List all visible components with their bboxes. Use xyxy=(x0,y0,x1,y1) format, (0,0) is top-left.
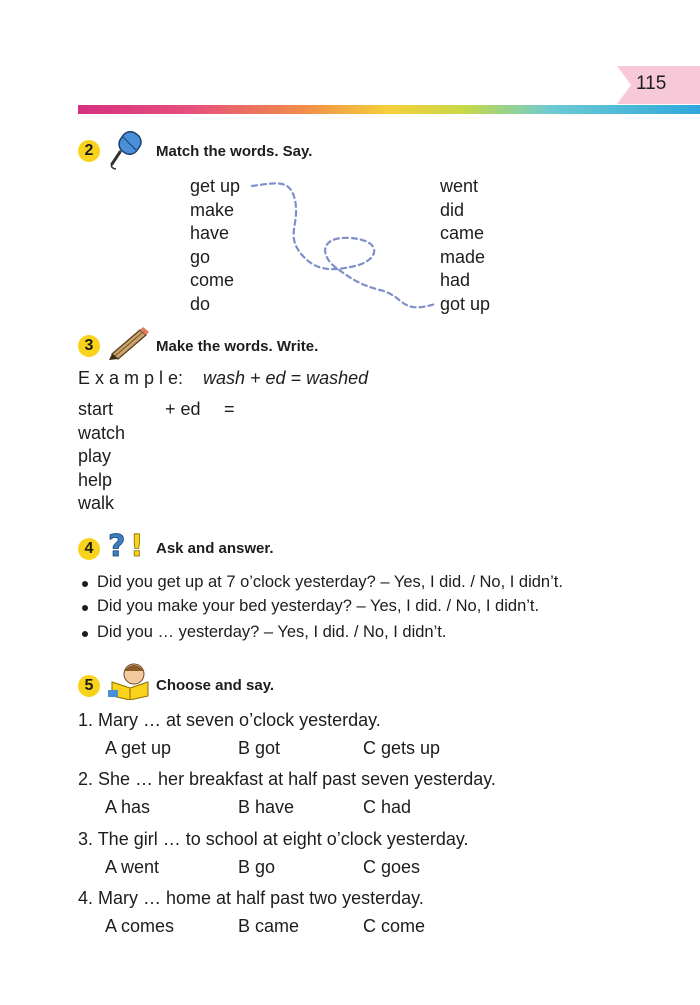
plus-ed: + ed xyxy=(165,399,201,419)
match-left-word: make xyxy=(190,200,235,220)
match-right-word: made xyxy=(440,247,486,267)
exercise-2-number: 2 xyxy=(78,140,100,162)
match-left-word: go xyxy=(190,247,211,267)
exercise-3-title: Make the words. Write. xyxy=(156,338,319,355)
option-b: B came xyxy=(238,916,300,936)
match-left-word: get up xyxy=(190,176,241,196)
question-exclamation-icon xyxy=(106,526,150,560)
word-to-change: start xyxy=(78,399,114,419)
match-right-word: did xyxy=(440,200,465,220)
boy-reading-icon xyxy=(104,660,152,700)
svg-text:!: ! xyxy=(130,529,144,560)
word-to-change: walk xyxy=(78,493,115,513)
option-b: B go xyxy=(238,857,276,877)
svg-text:?: ? xyxy=(108,529,126,560)
word-to-change: play xyxy=(78,446,112,466)
matching-dashed-line xyxy=(240,170,450,320)
match-right-word: got up xyxy=(440,294,491,314)
bullet xyxy=(82,605,88,611)
option-b: B got xyxy=(238,738,281,758)
exercise-4-title: Ask and answer. xyxy=(156,540,274,557)
match-right-word: came xyxy=(440,223,485,243)
microphone-icon xyxy=(106,128,150,170)
dialogue-line: Did you make your bed yesterday? – Yes, I did. / No, I didn’t. xyxy=(97,597,540,615)
option-c: C gets up xyxy=(363,738,441,758)
bullet xyxy=(82,581,88,587)
exercise-5-title: Choose and say. xyxy=(156,677,275,694)
bullet xyxy=(82,631,88,637)
option-a: A get up xyxy=(105,738,172,758)
option-c: C goes xyxy=(363,857,421,877)
exercise-3-number: 3 xyxy=(78,335,100,357)
option-a: A went xyxy=(105,857,160,877)
question-line: 1. Mary … at seven o’clock yesterday. xyxy=(78,710,381,730)
exercise-5-number: 5 xyxy=(78,675,100,697)
option-a: A has xyxy=(105,797,151,817)
match-right-word: went xyxy=(440,176,479,196)
example-label: E x a m p l e: xyxy=(78,368,184,388)
dialogue-line: Did you … yesterday? – Yes, I did. / No, I didn’t. xyxy=(97,623,447,641)
match-right-word: had xyxy=(440,270,471,290)
match-left-word: come xyxy=(190,270,235,290)
word-to-change: watch xyxy=(78,423,126,443)
equals-sign: = xyxy=(224,399,235,419)
option-a: A comes xyxy=(105,916,175,936)
dialogue-line: Did you get up at 7 o’clock yesterday? – Yes, I did. / No, I didn’t. xyxy=(97,573,563,591)
word-to-change: help xyxy=(78,470,113,490)
pencil-icon xyxy=(106,326,150,360)
match-left-word: do xyxy=(190,294,211,314)
option-b: B have xyxy=(238,797,295,817)
match-left-word: have xyxy=(190,223,230,243)
option-c: C come xyxy=(363,916,426,936)
question-line: 2. She … her breakfast at half past seven yesterday. xyxy=(78,769,496,789)
example-text: wash + ed = washed xyxy=(203,368,369,388)
exercise-4-number: 4 xyxy=(78,538,100,560)
page-number: 115 xyxy=(636,73,667,94)
question-line: 4. Mary … home at half past two yesterday. xyxy=(78,888,424,908)
question-line: 3. The girl … to school at eight o’clock yesterday. xyxy=(78,829,469,849)
rainbow-divider xyxy=(78,105,700,114)
option-c: C had xyxy=(363,797,412,817)
exercise-2-title: Match the words. Say. xyxy=(156,143,313,160)
